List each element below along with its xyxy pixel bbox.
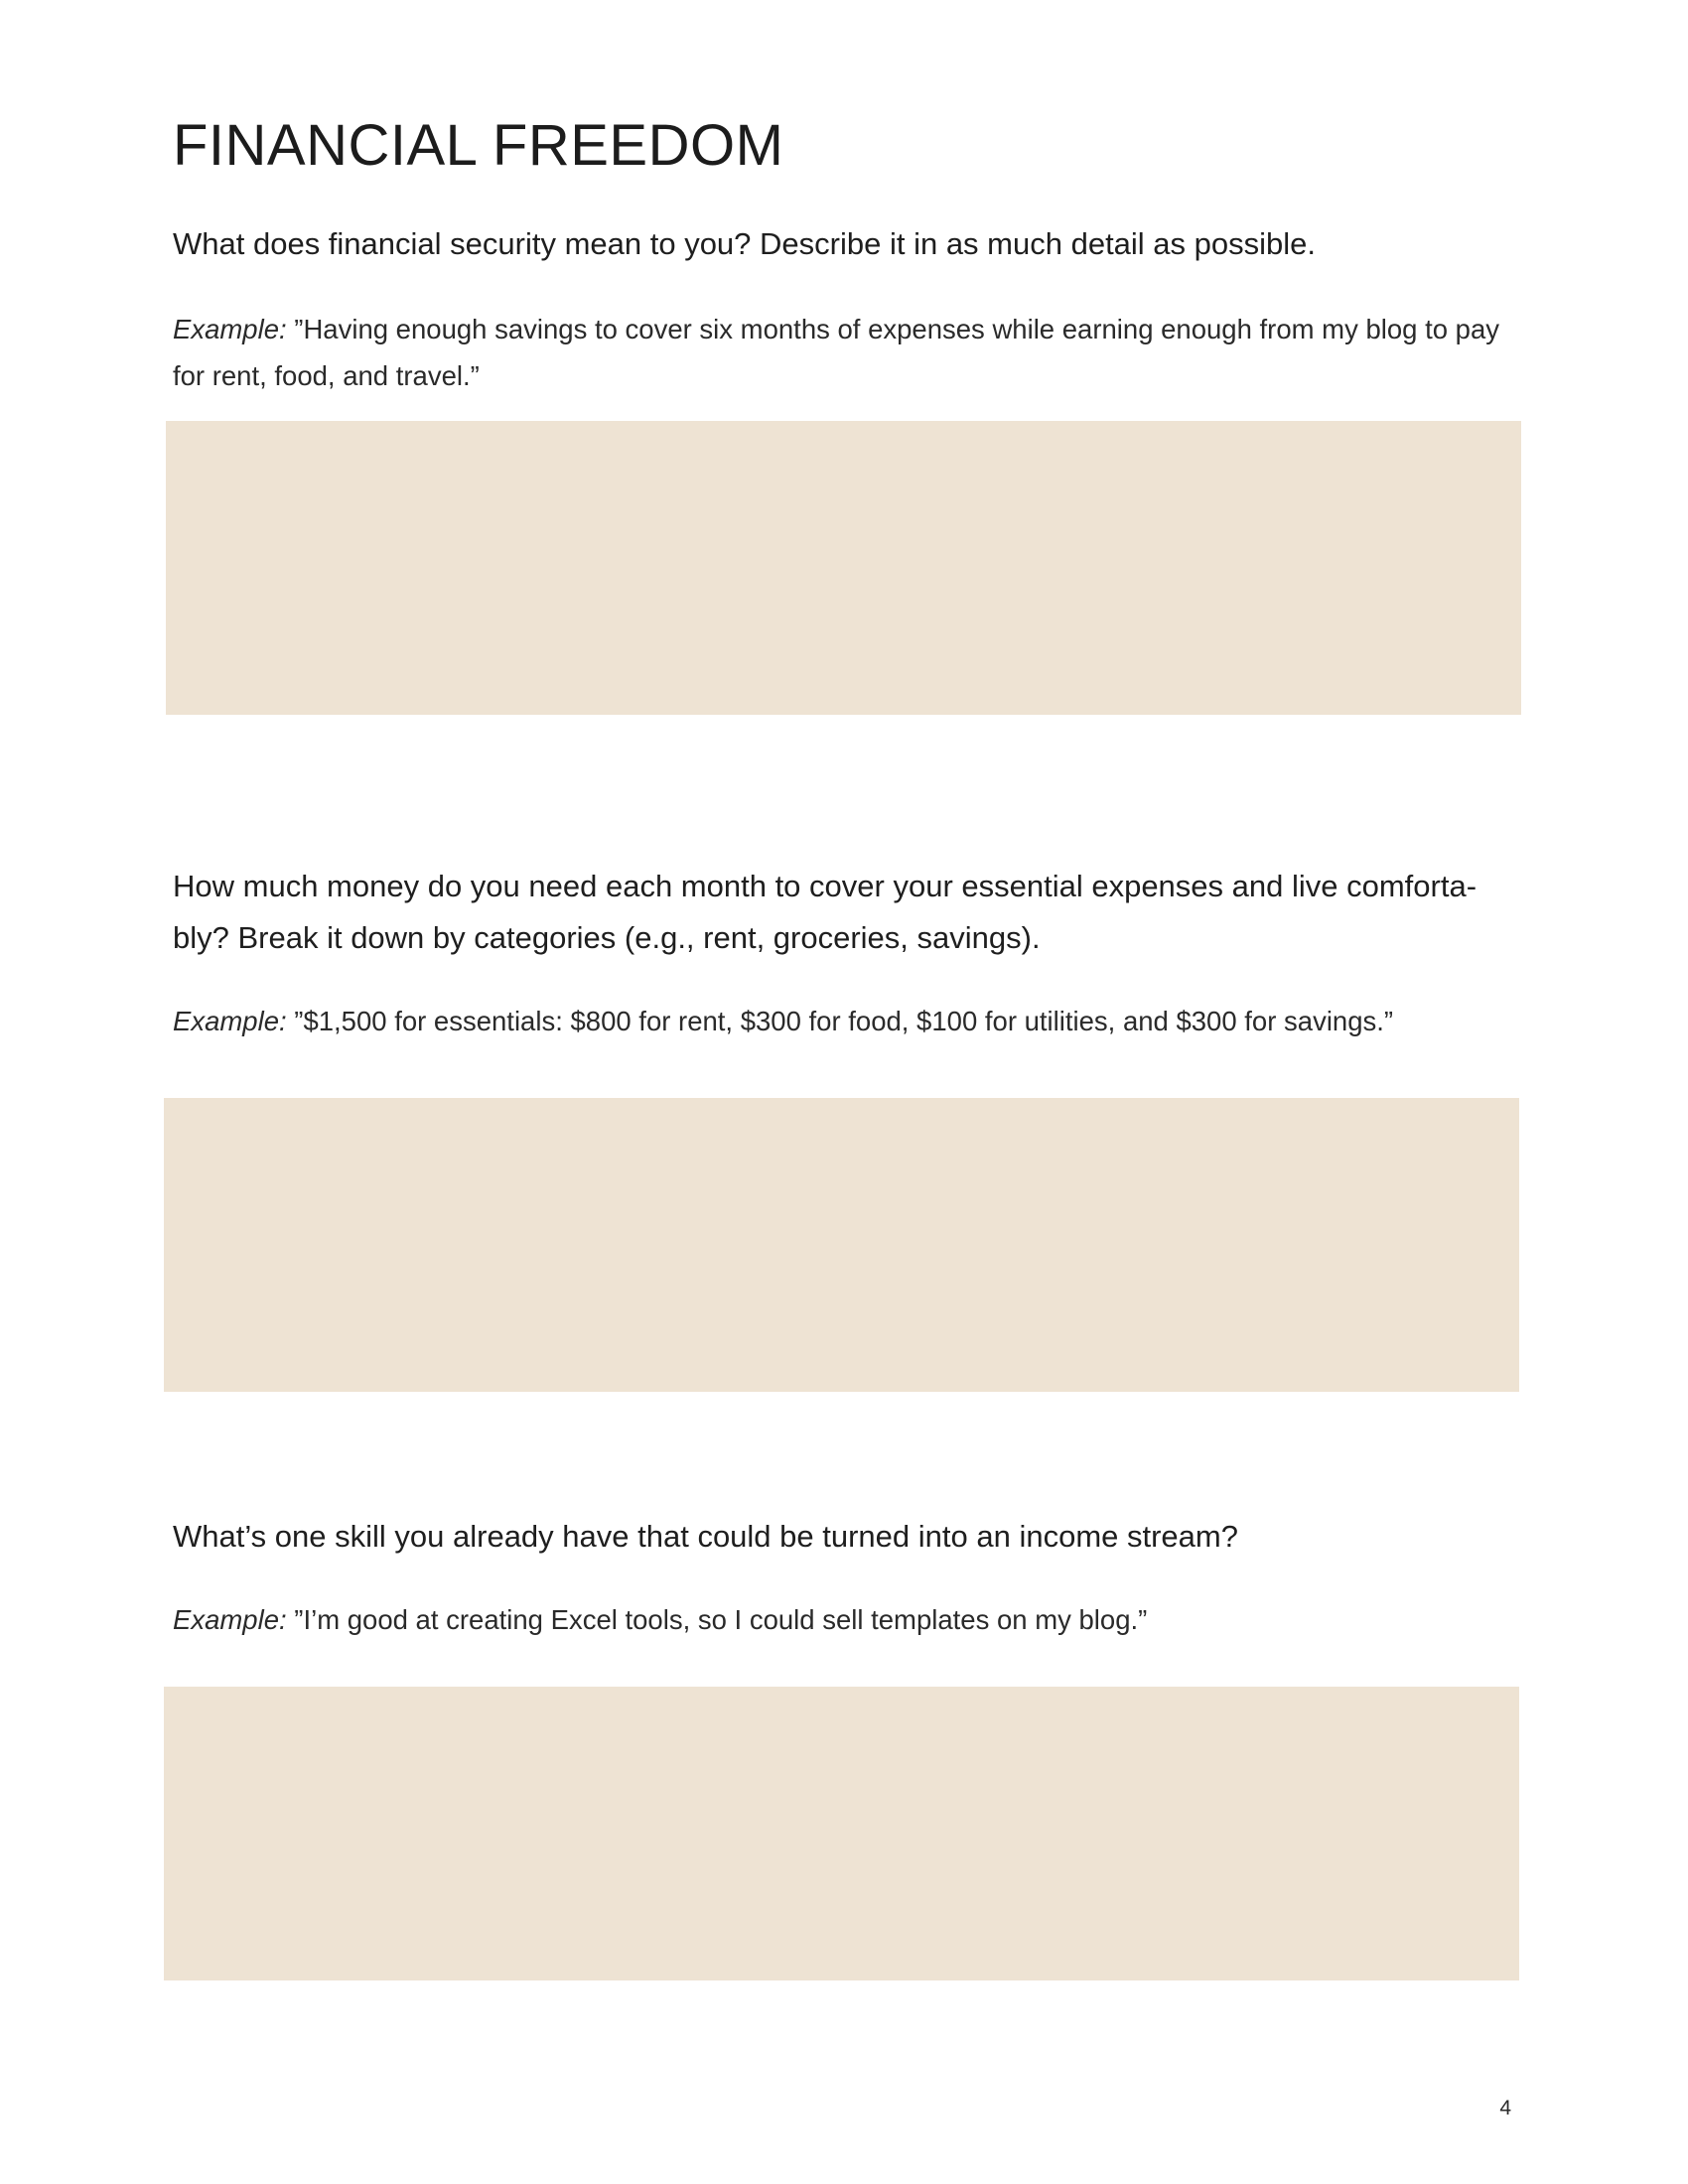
answer-box-1[interactable] <box>166 421 1521 715</box>
question-3-example <box>173 1596 1503 1643</box>
answer-box-3[interactable] <box>164 1687 1519 1980</box>
page-title: FINANCIAL FREEDOM <box>173 113 784 178</box>
question-2-example <box>173 998 1503 1044</box>
answer-box-2[interactable] <box>164 1098 1519 1392</box>
page-number: 4 <box>1499 2097 1511 2119</box>
example-label: Example: <box>173 1006 287 1036</box>
question-3-prompt: What’s one skill you already have that could be turned into an income stream? <box>173 1519 1238 1554</box>
example-text: ”$1,500 for essentials: $800 for rent, $300 for food, $100 for utilities, and $300 for savings.” <box>286 1006 1394 1036</box>
question-1-example <box>173 306 1503 399</box>
example-text: ”Having enough savings to cover six months of expenses while earning enough from my blog to pay for rent, food, and travel.” <box>173 314 1500 391</box>
question-1-prompt: What does financial security mean to you? Describe it in as much detail as possible. <box>173 226 1317 261</box>
question-2-prompt: How much money do you need each month to cover your essential expenses and live comforta-bly? Break it down by categories (e.g., rent, groceries, savings). <box>173 869 1477 955</box>
example-text: ”I’m good at creating Excel tools, so I could sell templates on my blog.” <box>286 1604 1148 1635</box>
example-label: Example: <box>173 314 287 344</box>
example-label: Example: <box>173 1604 287 1635</box>
